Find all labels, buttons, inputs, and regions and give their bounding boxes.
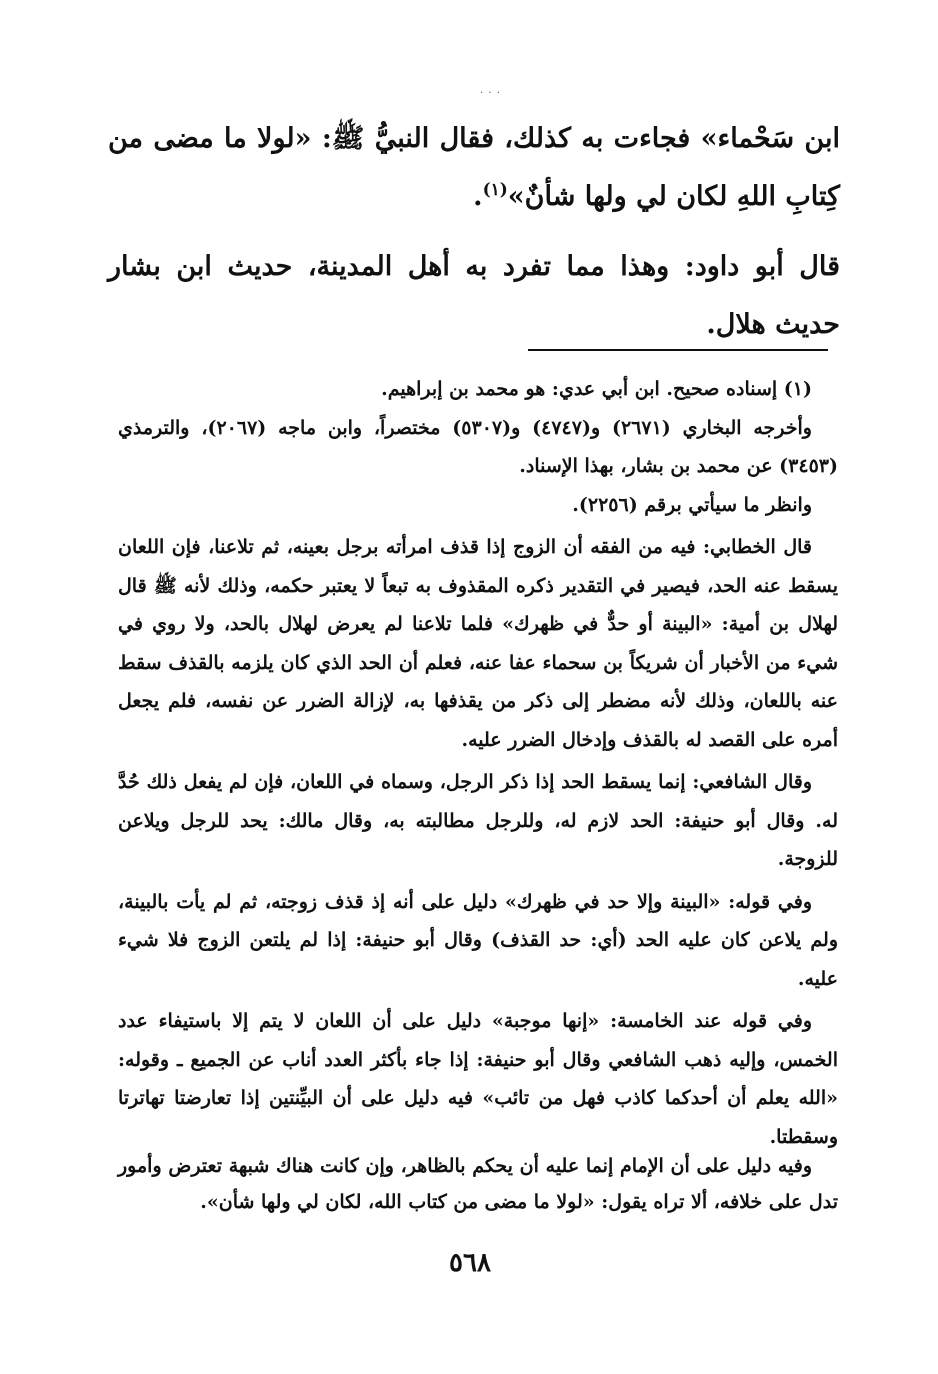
footnote-separator <box>528 349 828 351</box>
main-text <box>108 110 840 354</box>
footnote-ref[interactable]: (١) <box>482 180 508 200</box>
footnotes <box>118 370 838 1156</box>
hadith-end-punct: . <box>473 181 483 212</box>
footnote-khamisa: وفي قوله عند الخامسة: «إنها موجبة» دليل على أن اللعان لا يتم إلا باستيفاء عدد الخمس، وإليه ذهب الشافعي وقال أبو حنيفة: إذا جاء بأكثر العدد أناب عن الجميع ـ وقوله: «الله يعلم أن أحدكما كاذب فهل من تائب» فيه دليل على أن البيِّنتين إذا تعارضتا تهاترتا وسقطتا. <box>118 1010 838 1148</box>
closing-paragraph: وفيه دليل على أن الإمام إنما عليه أن يحكم بالظاهر، وإن كانت هناك شبهة تعترض وأمور تدل على خلافه، ألا تراه يقول: «لولا ما مضى من كتاب الله، لكان لي ولها شأن». <box>118 1155 838 1213</box>
page-number: ٥٦٨ <box>449 1248 491 1278</box>
footnote-khattabi: قال الخطابي: فيه من الفقه أن الزوج إذا قذف امرأته برجل بعينه، ثم تلاعنا، فإن اللعان يسقط عنه الحد، فيصير في التقدير ذكره المقذوف به تبعاً لا يعتبر حكمه، وذلك لأنه ﷺ قال لهلال بن أمية: «البينة أو حدٌّ في ظهرك» فلما تلاعنا لم يعرض لهلال بالحد، ولا روي في شيء من الأخبار أن شريكاً بن سحماء عفا عنه، فعلم أن الحد الذي كان يلزمه بالقذف سقط عنه باللعان، وذلك لأنه مضطر إلى ذكر من يقذفها به، لإزالة الضرر عن نفسه، فلم يجعل أمره على القصد له بالقذف وإدخال الضرر عليه. <box>118 536 838 751</box>
footnote-bayyina: وفي قوله: «البينة وإلا حد في ظهرك» دليل على أنه إذ قذف زوجته، ثم لم يأت بالبينة، ولم يلاعن كان عليه الحد (أي: حد القذف) وقال أبو حنيفة: إذا لم يلتعن الزوج فلا شيء عليه. <box>118 890 838 990</box>
main-paragraph-2: قال أبو داود: وهذا مما تفرد به أهل المدينة، حديث ابن بشار حديث هلال. <box>108 251 841 340</box>
main-paragraph-1 <box>108 110 840 226</box>
scan-specks: · · · <box>480 88 501 99</box>
footnote-takhrij: وأخرجه البخاري (٢٦٧١) و(٤٧٤٧) و(٥٣٠٧) مختصراً، وابن ماجه (٢٠٦٧)، والترمذي (٣٤٥٣) عن محمد بن بشار، بهذا الإسناد. <box>118 416 838 477</box>
footnote-shafii: وقال الشافعي: إنما يسقط الحد إذا ذكر الرجل، وسماه في اللعان، فإن لم يفعل ذلك حُدَّ له. وقال أبو حنيفة: الحد لازم له، وللرجل مطالبته به، وقال مالك: يحد للرجل ويلاعن للزوجة. <box>118 771 838 870</box>
footnote-see-also: وانظر ما سيأتي برقم (٢٢٥٦). <box>572 493 812 516</box>
hadith-text: ابن سَحْماء» فجاءت به كذلك، فقال النبيُّ ﷺ: «لولا ما مضى من كِتابِ اللهِ لكان لي ولها شأنٌ» <box>108 123 840 212</box>
closing-note <box>118 1148 838 1220</box>
footnote-1: (١) إسناده صحيح. ابن أبي عدي: هو محمد بن إبراهيم. <box>381 378 812 400</box>
